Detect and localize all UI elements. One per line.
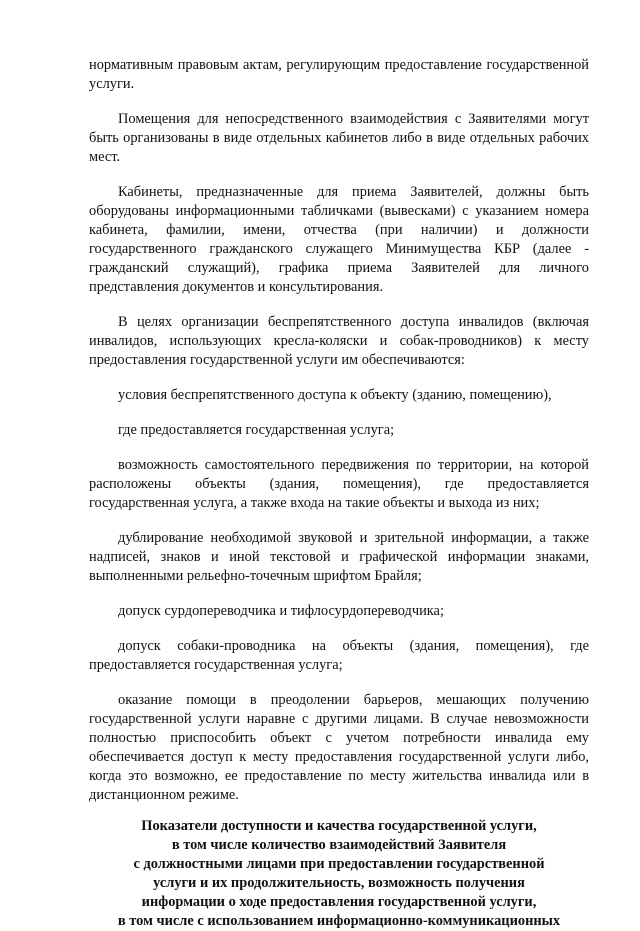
paragraph-premises: Помещения для непосредственного взаимодействия с Заявителями могут быть организованы в виде отдельных кабинетов либо в виде отдельных рабочих мест. [89, 111, 589, 165]
heading-line: с должностными лицами при предоставлении государственной [133, 856, 545, 872]
paragraph-movement: возможность самостоятельного передвижения по территории, на которой расположены объекты (здания, помещения), где предоставляется государственная услуга, а также входа на такие объекты и выхода из них; [89, 457, 589, 511]
paragraph-offices: Кабинеты, предназначенные для приема Заявителей, должны быть оборудованы информационными табличками (вывесками) с указанием номера кабинета, фамилии, имени, отчества (при наличии) и должности государственного гражданского служащего Минимущества КБР (далее - гражданский служащий), графика приема Заявителей для личного представления документов и консультирования. [89, 184, 589, 295]
heading-line: в том числе с использованием информационно-коммуникационных [117, 913, 561, 929]
paragraph-access-conditions: условия беспрепятственного доступа к объекту (зданию, помещению), [118, 387, 552, 403]
paragraph-accessibility-intro: В целях организации беспрепятственного доступа инвалидов (включая инвалидов, использующих кресла-коляски и собак-проводников) к месту предоставления государственной услуги им обеспечиваются: [89, 314, 589, 368]
paragraph-guide-dog: допуск собаки-проводника на объекты (здания, помещения), где предоставляется государственная услуга; [89, 638, 589, 673]
heading-line: услуги и их продолжительность, возможность получения [153, 875, 525, 891]
heading-line: Показатели доступности и качества государственной услуги, [141, 818, 537, 834]
heading-line: в том числе количество взаимодействий Заявителя [171, 837, 507, 853]
paragraph-assistance: оказание помощи в преодолении барьеров, мешающих получению государственной услуги наравне с другими лицами. В случае невозможности полностью приспособить объект с учетом потребности инвалида ему обеспечивается доступ к месту предоставления государственной услуги либо, когда это возможно, ее предоставление по месту жительства инвалида или в дистанционном режиме. [89, 692, 589, 803]
section-heading [89, 817, 589, 931]
paragraph-continuation: нормативным правовым актам, регулирующим предоставление государственной услуги. [89, 57, 589, 92]
document-page [89, 56, 589, 931]
heading-line: информации о ходе предоставления государственной услуги, [141, 894, 537, 910]
paragraph-service-location: где предоставляется государственная услуга; [118, 422, 395, 438]
paragraph-interpreter: допуск сурдопереводчика и тифлосурдопереводчика; [118, 603, 444, 619]
paragraph-braille: дублирование необходимой звуковой и зрительной информации, а также надписей, знаков и иной текстовой и графической информации знаками, выполненными рельефно-точечным шрифтом Брайля; [89, 530, 589, 584]
